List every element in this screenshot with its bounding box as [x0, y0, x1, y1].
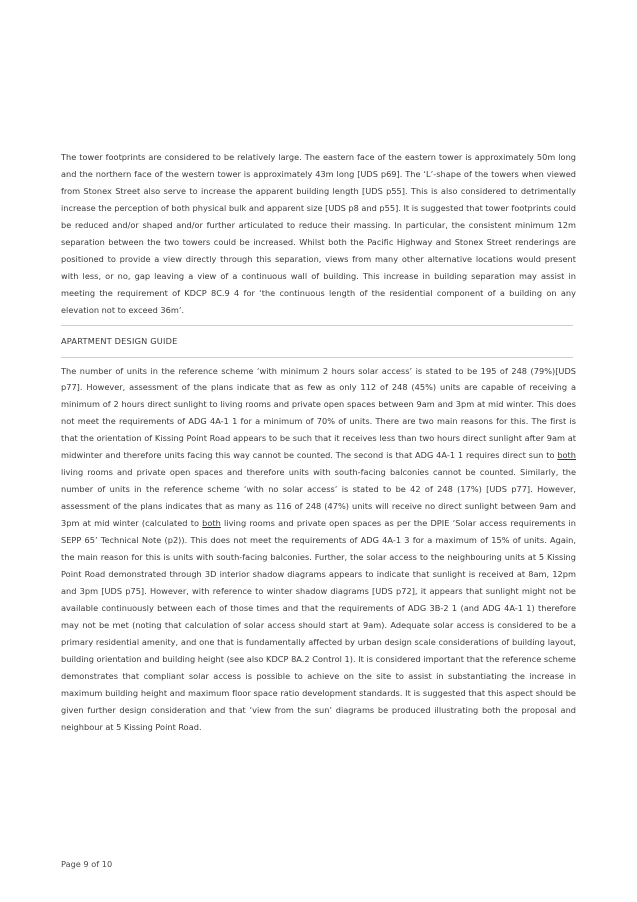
divider-bottom [61, 357, 573, 358]
page-number: Page 9 of 10 [61, 859, 113, 869]
document-body [61, 149, 576, 736]
underlined-emphasis: both [202, 518, 221, 529]
underlined-emphasis: both [557, 450, 576, 461]
divider-top [61, 325, 573, 326]
section-heading: APARTMENT DESIGN GUIDE [61, 335, 178, 346]
paragraph-text: living rooms and private open spaces and therefore units with south-facing balconies cannot be counted. Similarly, the number of units in the reference scheme ‘with no solar access’ is stated to be 42 of 248 (17%) [UDS p77]. However, assessment of the plans indicates that as many as 116 of 248 (47%) units will receive no direct sunlight between 9am and 3pm at mid winter (calculated to [61, 467, 576, 529]
paragraph-text: living rooms and private open spaces as per the DPIE ‘Solar access requirements in SEPP 65’ Technical Note (p2)). This does not meet the requirements of ADG 4A-1 3 for a maximum of 15% of units. Again, the main reason for this is units with south-facing balconies. Further, the solar access to the neighbouring units at 5 Kissing Point Road demonstrated through 3D interior shadow diagrams appears to indicate that sunlight is received at 8am, 12pm and 3pm [UDS p75]. However, with reference to winter shadow diagrams [UDS p72], it appears that sunlight might not be available continuously between each of those times and that the requirements of ADG 3B-2 1 (and ADG 4A-1 1) therefore may not be met (noting that calculation of solar access should start at 9am). Adequate solar access is considered to be a primary residential amenity, and one that is fundamentally affected by urban design scale considerations of building layout, building orientation and building height (see also KDCP 8A.2 Control 1). It is considered important that the reference scheme demonstrates that compliant solar access is possible to achieve on the site to assist in substantiating the increase in maximum building height and maximum floor space ratio development standards. It is suggested that this aspect should be given further design consideration and that ‘view from the sun’ diagrams be produced illustrating both the proposal and neighbour at 5 Kissing Point Road. [61, 518, 576, 732]
paragraph-solar-access [61, 363, 576, 736]
paragraph-tower-footprints: The tower footprints are considered to be relatively large. The eastern face of the eastern tower is approximately 50m long and the northern face of the western tower is approximately 43m long [UDS p69]. The ‘L’-shape of the towers when viewed from Stonex Street also serve to increase the apparent building length [UDS p55]. This is also considered to detrimentally increase the perception of both physical bulk and apparent size [UDS p8 and p55]. It is suggested that tower footprints could be reduced and/or shaped and/or further articulated to reduce their massing. In particular, the consistent minimum 12m separation between the two towers could be increased. Whilst both the Pacific Highway and Stonex Street renderings are positioned to provide a view directly through this separation, views from many other alternative locations would present with less, or no, gap leaving a view of a continuous wall of building. This increase in building separation may assist in meeting the requirement of KDCP 8C.9 4 for ‘the continuous length of the residential component of a building on any elevation not to exceed 36m’. [61, 152, 576, 315]
paragraph-text: The number of units in the reference scheme ‘with minimum 2 hours solar access’ is stated to be 195 of 248 (79%)[UDS p77]. However, assessment of the plans indicate that as few as only 112 of 248 (45%) units are capable of receiving a minimum of 2 hours direct sunlight to living rooms and private open spaces between 9am and 3pm at mid winter. This does not meet the requirements of ADG 4A-1 1 for a minimum of 70% of units. There are two main reasons for this. The first is that the orientation of Kissing Point Road appears to be such that it receives less than two hours direct sunlight after 9am at midwinter and therefore units facing this way cannot be counted. The second is that ADG 4A-1 1 requires direct sun to [61, 365, 576, 461]
